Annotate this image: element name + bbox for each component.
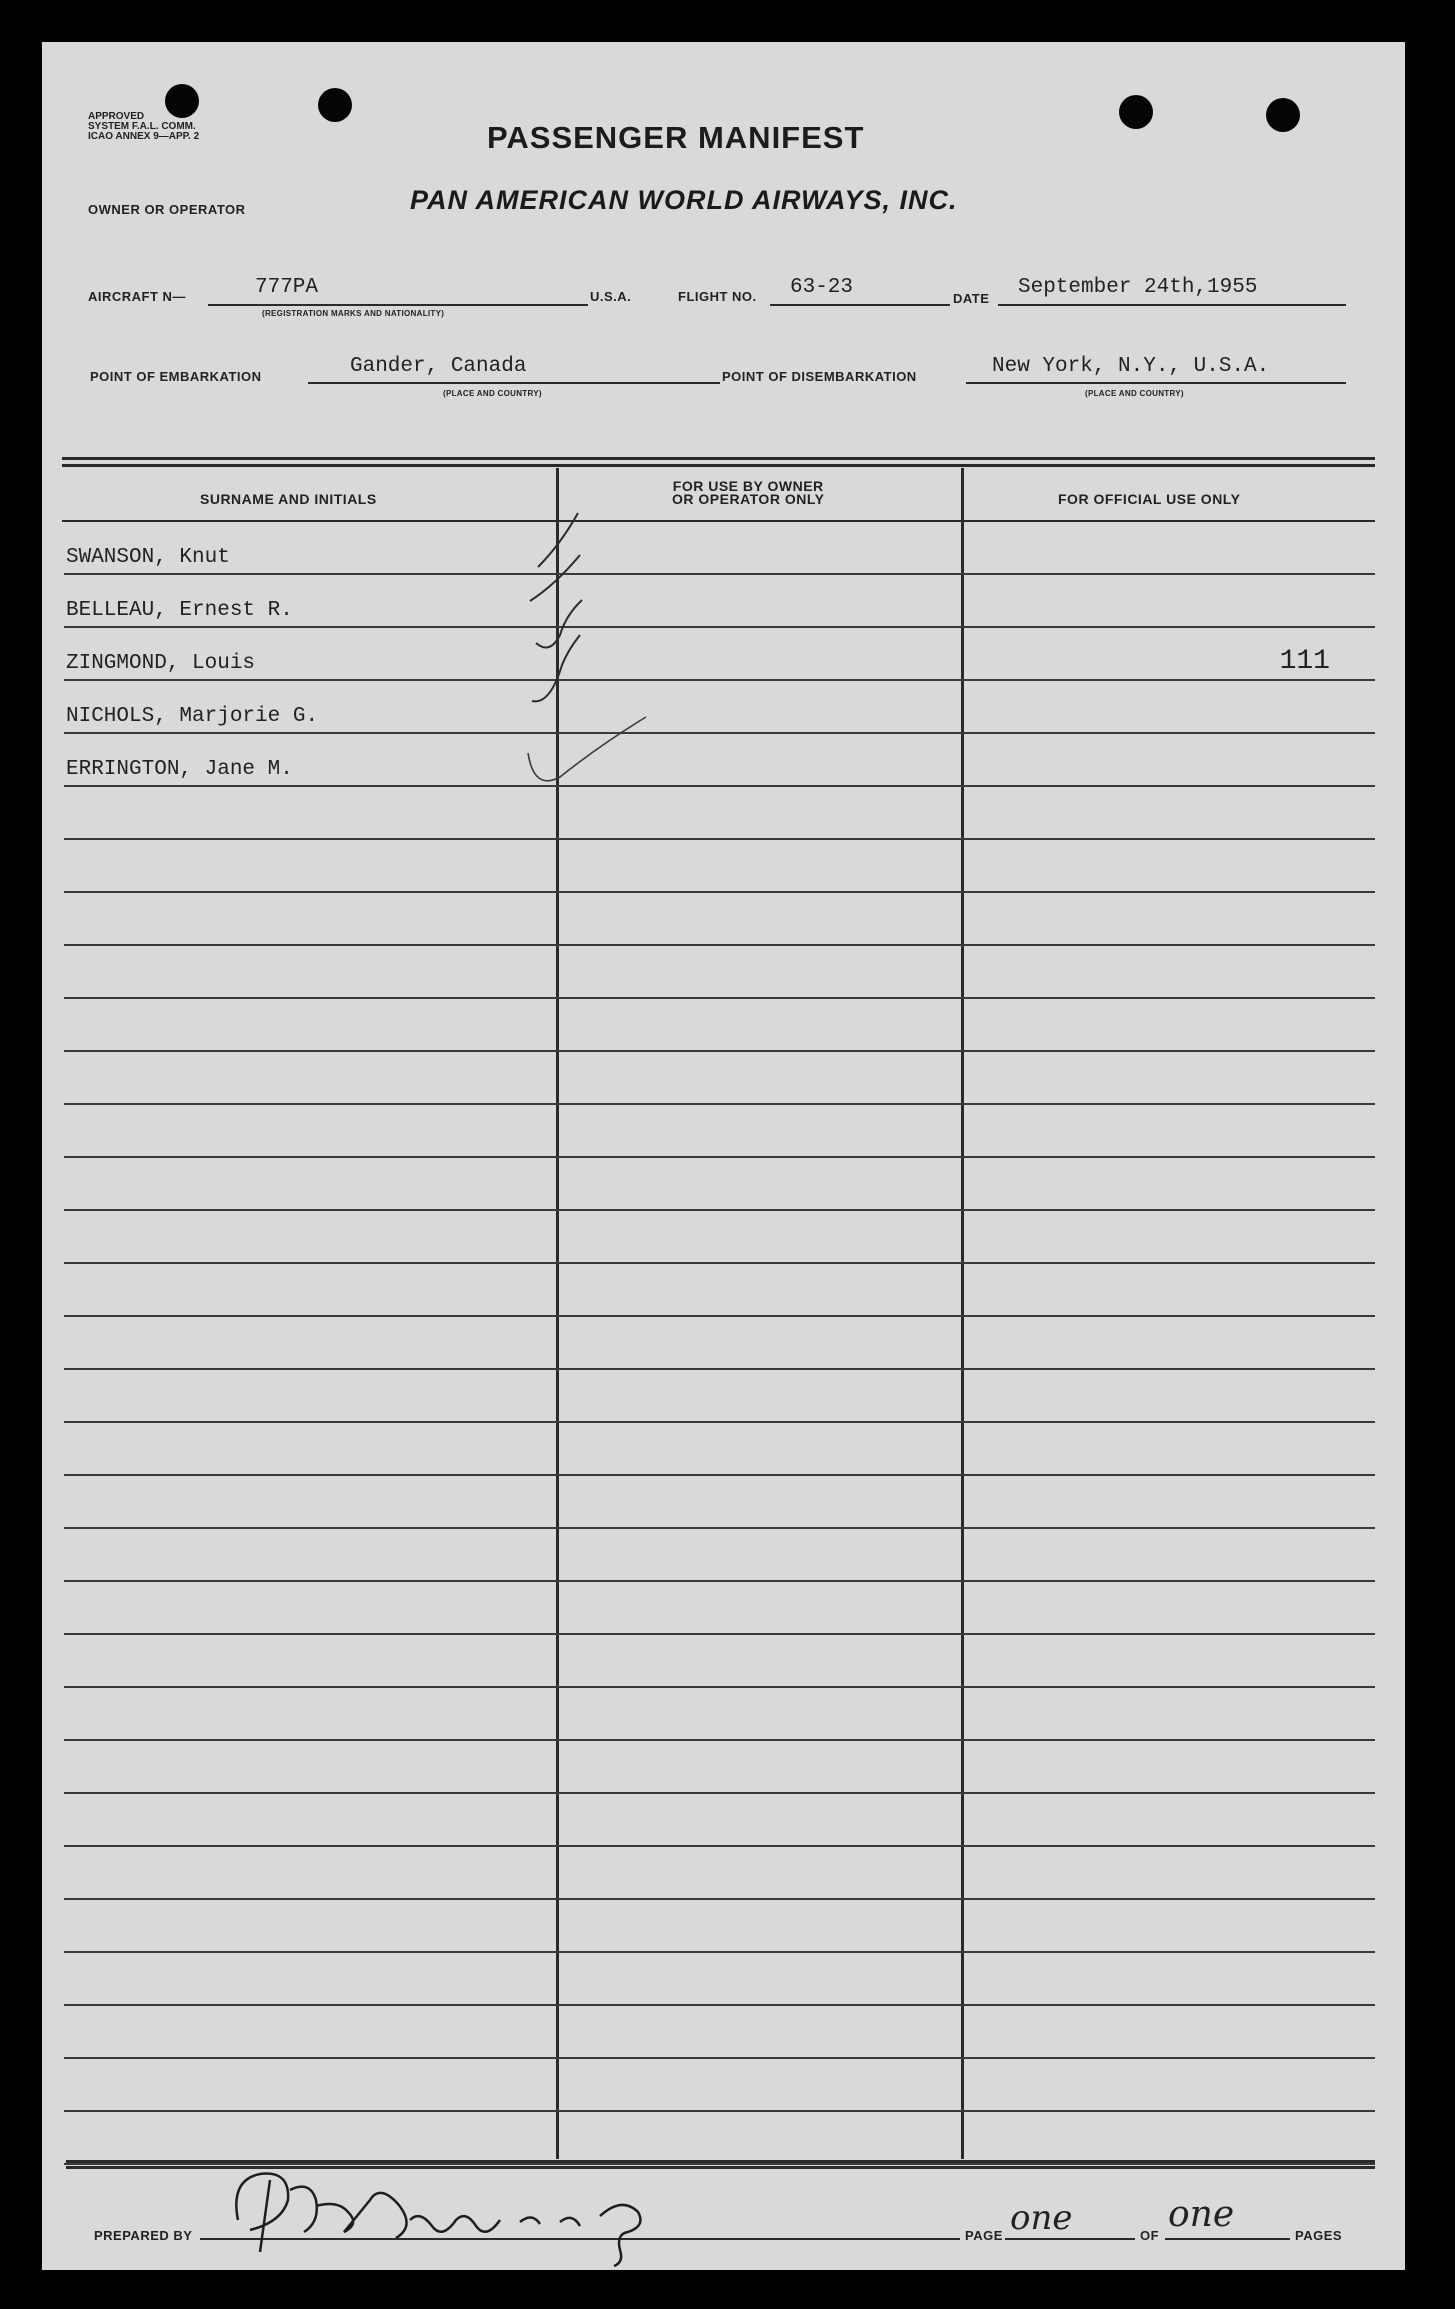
disembarkation-label: POINT OF DISEMBARKATION xyxy=(722,369,917,384)
table-row xyxy=(64,1953,1375,2006)
country-label: U.S.A. xyxy=(590,289,632,304)
table-row xyxy=(64,1900,1375,1953)
passenger-name: ERRINGTON, Jane M. xyxy=(66,758,293,781)
table-row xyxy=(64,1582,1375,1635)
passenger-name: NICHOLS, Marjorie G. xyxy=(66,705,319,728)
table-row xyxy=(64,522,1375,575)
table-row xyxy=(64,787,1375,840)
page-title: PASSENGER MANIFEST xyxy=(487,120,865,155)
aircraft-underline xyxy=(208,304,588,306)
pages-label: PAGES xyxy=(1295,2228,1343,2243)
check-mark xyxy=(530,555,580,601)
preparer-signature xyxy=(220,2160,690,2270)
table-row xyxy=(64,1794,1375,1847)
flight-number: 63-23 xyxy=(790,276,854,299)
date-underline xyxy=(998,304,1346,306)
embarkation-underline xyxy=(308,382,720,384)
table-row xyxy=(64,893,1375,946)
table-row xyxy=(64,999,1375,1052)
table-row xyxy=(64,2112,1375,2165)
table-row xyxy=(64,575,1375,628)
flight-label: FLIGHT NO. xyxy=(678,289,757,304)
page-underline xyxy=(1005,2238,1135,2240)
disembarkation-value: New York, N.Y., U.S.A. xyxy=(992,355,1270,378)
table-row xyxy=(64,840,1375,893)
check-mark xyxy=(538,513,578,567)
table-row xyxy=(64,1529,1375,1582)
page-number: one xyxy=(1010,2198,1073,2238)
disembarkation-caption: (PLACE AND COUNTRY) xyxy=(1085,389,1184,398)
check-marks xyxy=(520,505,660,795)
aircraft-label: AIRCRAFT N— xyxy=(88,289,186,304)
approval-line: SYSTEM F.A.L. COMM. xyxy=(88,121,196,132)
total-pages: one xyxy=(1168,2194,1235,2235)
registration-caption: (REGISTRATION MARKS AND NATIONALITY) xyxy=(262,309,445,318)
total-underline xyxy=(1165,2238,1290,2240)
table-row xyxy=(64,628,1375,681)
table-row xyxy=(64,1264,1375,1317)
table-row xyxy=(64,1688,1375,1741)
table-top-rule xyxy=(62,464,1375,467)
of-label: OF xyxy=(1140,2228,1160,2243)
table-row xyxy=(64,946,1375,999)
table-row xyxy=(64,1847,1375,1900)
column-header-surname: SURNAME AND INITIALS xyxy=(200,491,377,507)
table-row xyxy=(64,2006,1375,2059)
table-row xyxy=(64,1423,1375,1476)
table-row xyxy=(64,1158,1375,1211)
table-row xyxy=(64,2059,1375,2112)
date-value: September 24th,1955 xyxy=(1018,276,1258,299)
prepared-label: PREPARED BY xyxy=(94,2228,193,2243)
table-row xyxy=(64,1370,1375,1423)
punch-hole xyxy=(1266,98,1300,132)
aircraft-value: 777PA xyxy=(255,276,319,299)
column-header-official: FOR OFFICIAL USE ONLY xyxy=(1058,491,1241,507)
table-row xyxy=(64,1635,1375,1688)
disembarkation-underline xyxy=(966,382,1346,384)
punch-hole xyxy=(1119,95,1153,129)
date-label: DATE xyxy=(953,291,990,306)
passenger-name: SWANSON, Knut xyxy=(66,546,230,569)
table-row xyxy=(64,1052,1375,1105)
approval-line: APPROVED xyxy=(88,111,145,122)
passenger-name: BELLEAU, Ernest R. xyxy=(66,599,293,622)
column-header-owner-line: FOR USE BY OWNER xyxy=(672,478,824,494)
embarkation-label: POINT OF EMBARKATION xyxy=(90,369,262,384)
page-label: PAGE xyxy=(965,2228,1003,2243)
owner-label: OWNER OR OPERATOR xyxy=(88,202,246,217)
punch-hole xyxy=(318,88,352,122)
embarkation-value: Gander, Canada xyxy=(350,355,527,378)
table-row xyxy=(64,1741,1375,1794)
table-row xyxy=(64,1211,1375,1264)
table-row xyxy=(64,681,1375,734)
column-header-owner-line: OR OPERATOR ONLY xyxy=(672,491,825,507)
table-row xyxy=(64,734,1375,787)
table-row xyxy=(64,1105,1375,1158)
approval-note xyxy=(88,112,199,142)
check-mark xyxy=(528,717,646,781)
embarkation-caption: (PLACE AND COUNTRY) xyxy=(443,389,542,398)
flight-underline xyxy=(770,304,950,306)
column-header-owner xyxy=(672,480,824,506)
company-name: PAN AMERICAN WORLD AIRWAYS, INC. xyxy=(410,185,958,215)
table-row xyxy=(64,1317,1375,1370)
official-use-cell: 111 xyxy=(1279,646,1330,677)
table-row xyxy=(64,1476,1375,1529)
passenger-name: ZINGMOND, Louis xyxy=(66,652,256,675)
table-top-rule xyxy=(62,457,1375,460)
approval-line: ICAO ANNEX 9—APP. 2 xyxy=(88,131,200,142)
